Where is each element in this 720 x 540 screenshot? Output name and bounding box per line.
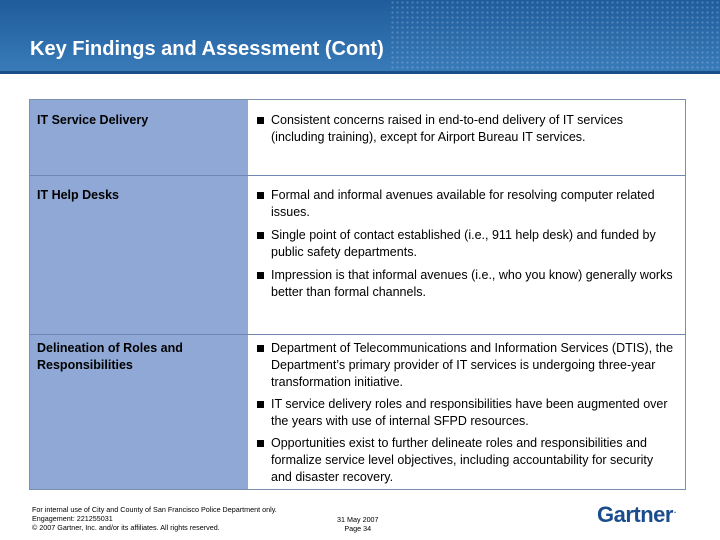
bullet-item: Single point of contact established (i.e., 911 help desk) and funded by public safety departments. xyxy=(257,227,677,261)
footer-line: Engagement: 221255031 xyxy=(32,514,113,523)
footer-date-page xyxy=(337,515,379,533)
label-column xyxy=(30,100,248,489)
footer-line: © 2007 Gartner, Inc. and/or its affiliates. All rights reserved. xyxy=(32,523,220,532)
page-number: Page 34 xyxy=(344,524,372,533)
bullet-item: Opportunities exist to further delineate roles and responsibilities and formalize service level objectives, including accountability for security and disaster recovery. xyxy=(257,435,677,486)
bullet-square-icon xyxy=(257,401,264,408)
slide-title: Key Findings and Assessment (Cont) xyxy=(30,38,384,60)
logo-mark: . xyxy=(673,506,676,515)
footer-legal xyxy=(32,505,277,532)
logo-text: Gartner xyxy=(597,502,673,527)
row-label-delineation-of-roles: Delineation of Roles and Responsibilities xyxy=(37,341,183,372)
bullet-square-icon xyxy=(257,272,264,279)
row-label-it-service-delivery: IT Service Delivery xyxy=(37,113,149,127)
bullet-item: IT service delivery roles and responsibilities have been augmented over the years with use of internal SFPD resources. xyxy=(257,396,677,430)
bullet-square-icon xyxy=(257,440,264,447)
bullet-square-icon xyxy=(257,117,264,124)
footer-date: 31 May 2007 xyxy=(337,515,379,524)
header-rule xyxy=(0,71,720,74)
findings-table xyxy=(29,99,686,490)
bullet-item: Formal and informal avenues available for resolving computer related issues. xyxy=(257,187,677,221)
bullet-square-icon xyxy=(257,232,264,239)
footer-line: For internal use of City and County of San Francisco Police Department only. xyxy=(32,505,277,514)
row-label-it-help-desks: IT Help Desks xyxy=(37,188,119,202)
gartner-logo xyxy=(597,502,676,528)
slide-header xyxy=(0,0,720,74)
bullet-square-icon xyxy=(257,192,264,199)
header-pattern xyxy=(390,0,720,74)
bullet-square-icon xyxy=(257,345,264,352)
bullet-item: Department of Telecommunications and Information Services (DTIS), the Department’s primary provider of IT services is undergoing three-year transformation initiative. xyxy=(257,340,677,391)
row-divider xyxy=(30,175,685,176)
bullet-item: Consistent concerns raised in end-to-end delivery of IT services (including training), except for Airport Bureau IT services. xyxy=(257,112,677,146)
bullet-item: Impression is that informal avenues (i.e., who you know) generally works better than formal channels. xyxy=(257,267,677,301)
row-divider xyxy=(30,334,685,335)
